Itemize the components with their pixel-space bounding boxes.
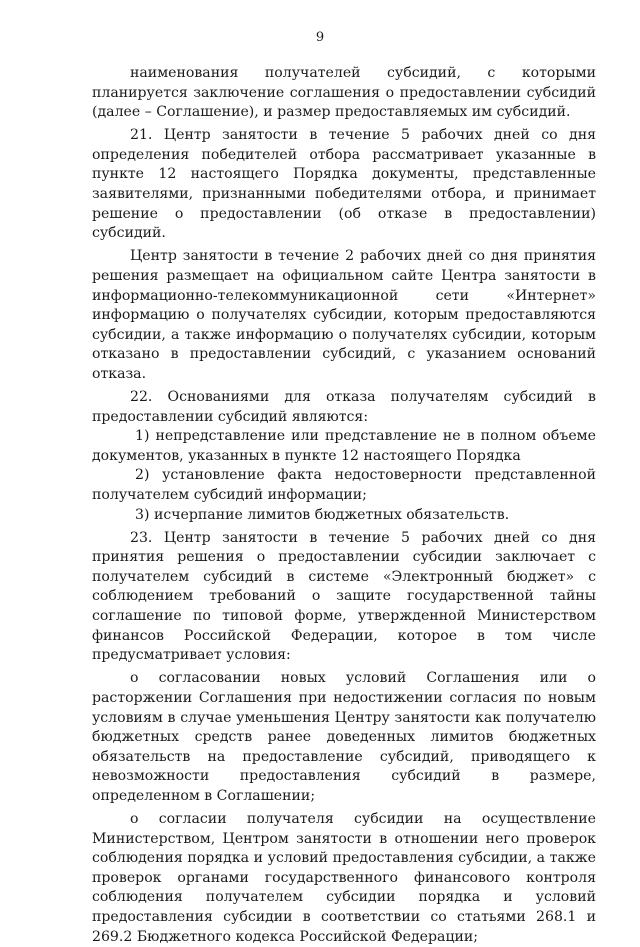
page-number: 9 [315, 30, 325, 45]
paragraph-publication: Центр занятости в течение 2 рабочих дней со дня принятия решения размещает на официальном сайте Центра занятости в информационно-телекоммуникационной сети «Интернет» информацию о получателях субсидии, которым предоставляются субсидии, а также информацию о получателях субсидии, которым отказано в предоставлении субсидий, с указанием оснований отказа. [92, 248, 596, 382]
list-item-1: 1) непредставление или представление не в полном объеме документов, указанных в пункте 12 настоящего Порядка [92, 428, 596, 464]
paragraph-clause-23: 23. Центр занятости в течение 5 рабочих дней со дня принятия решения о предоставлении субсидии заключает с получателем субсидий в системе «Электронный бюджет» с соблюдением требований о защите государственной тайны соглашение по типовой форме, утвержденной Министерством финансов Российской Федерации, которое в том числе предусматривает условия: [92, 529, 596, 664]
paragraph-clause-22: 22. Основаниями для отказа получателям субсидий в предоставлении субсидий являются: [92, 389, 596, 425]
paragraph-clause-21: 21. Центр занятости в течение 5 рабочих дней со дня определения победителей отбора рассматривает указанные в пункте 12 настоящего Порядка документы, представленные заявителями, признанными победителями отбора, и принимает решение о предоставлении (об отказе в предоставлении) субсидий. [92, 127, 596, 242]
document-body [92, 64, 596, 947]
paragraph-condition-agreement: о согласовании новых условий Соглашения или о расторжении Соглашения при недостижении согласия по новым условиям в случае уменьшения Центру занятости как получателю бюджетных средств ранее доведенных лимитов бюджетных обязательств на предоставление субсидий, приводящего к невозможности предоставления субсидий в размере, определенном в Соглашении; [92, 670, 596, 804]
list-item-3: 3) исчерпание лимитов бюджетных обязательств. [135, 506, 510, 523]
paragraph-continuation: наименования получателей субсидий, с которыми планируется заключение соглашения о предоставлении субсидий (далее – Соглашение), и размер предоставляемых им субсидий. [92, 65, 596, 121]
list-item-2: 2) установление факта недостоверности представленной получателем субсидий информации; [92, 467, 596, 503]
paragraph-condition-consent: о согласии получателя субсидии на осуществление Министерством, Центром занятости в отношении него проверок соблюдения порядка и условий предоставления субсидии, а также проверок органами государственного финансового контроля соблюдения получателем субсидии порядка и условий предоставления субсидии в соответствии со статьями 268.1 и 269.2 Бюджетного кодекса Российской Федерации; [92, 810, 596, 945]
